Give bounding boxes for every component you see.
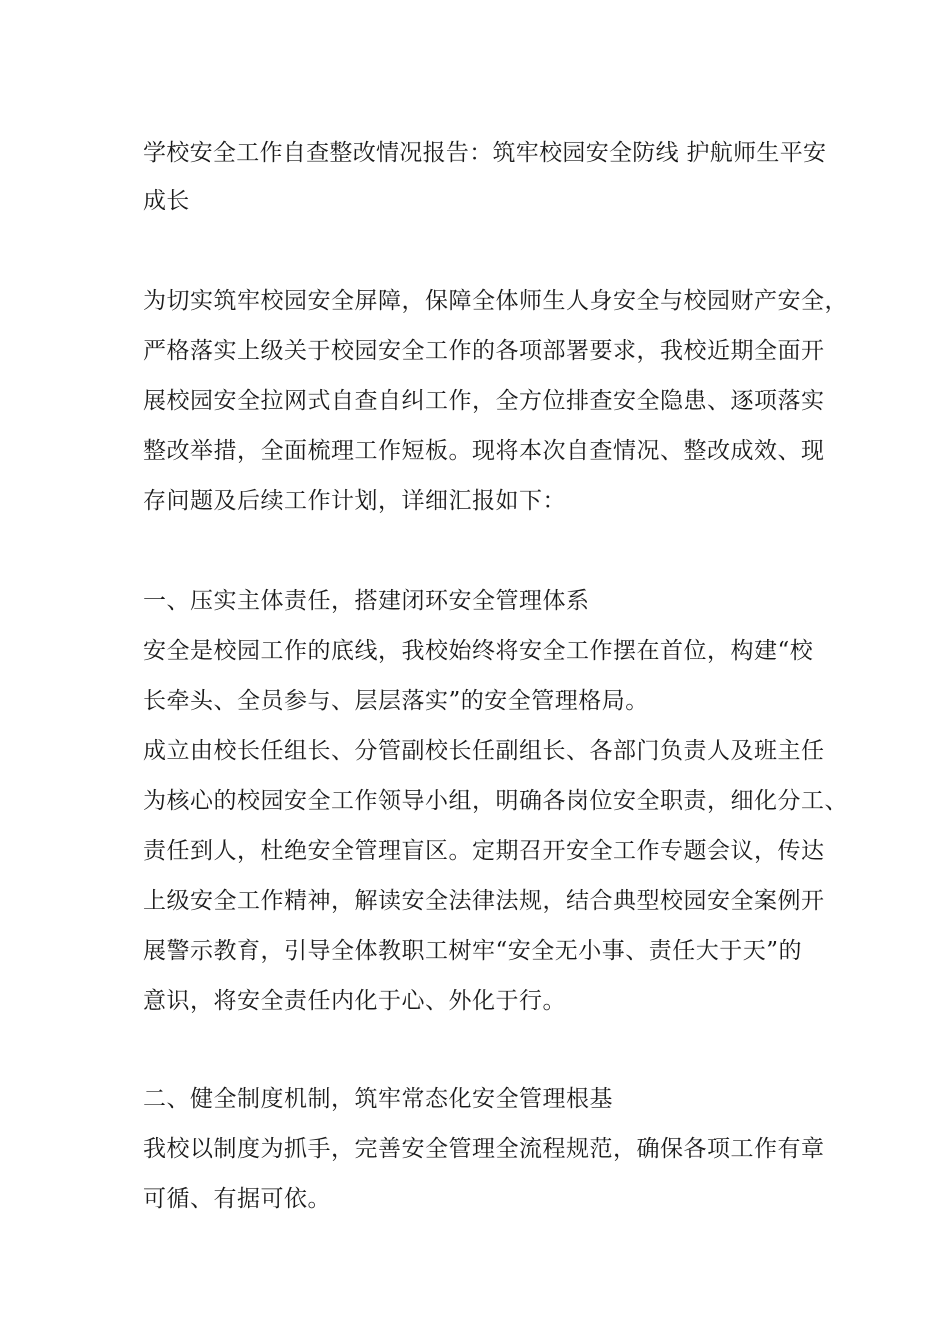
section1-para2-line-6: 意识，将安全责任内化于心、外化于行。 [143, 988, 566, 1014]
intro-line-3: 展校园安全拉网式自查自纠工作，全方位排查安全隐患、逐项落实 [143, 388, 825, 414]
section2-para1-line-2: 可循、有据可依。 [143, 1186, 331, 1212]
section1-para2-line-5: 展警示教育，引导全体教职工树牢“安全无小事、责任大于天”的 [143, 938, 803, 964]
section1-para2-line-3: 责任到人，杜绝安全管理盲区。定期召开安全工作专题会议，传达 [143, 838, 825, 864]
section2-heading: 二、健全制度机制，筑牢常态化安全管理根基 [143, 1086, 613, 1112]
intro-line-2: 严格落实上级关于校园安全工作的各项部署要求，我校近期全面开 [143, 338, 825, 364]
section1-para2-line-1: 成立由校长任组长、分管副校长任副组长、各部门负责人及班主任 [143, 738, 825, 764]
intro-line-1: 为切实筑牢校园安全屏障，保障全体师生人身安全与校园财产安全， [143, 288, 848, 314]
section1-para1-line-1: 安全是校园工作的底线，我校始终将安全工作摆在首位，构建“校 [143, 638, 814, 664]
section1-heading: 一、压实主体责任，搭建闭环安全管理体系 [143, 588, 590, 614]
document-title-line-1: 学校安全工作自查整改情况报告：筑牢校园安全防线 护航师生平安 [143, 140, 827, 166]
intro-line-4: 整改举措，全面梳理工作短板。现将本次自查情况、整改成效、现 [143, 438, 825, 464]
section1-para2-line-2: 为核心的校园安全工作领导小组，明确各岗位安全职责，细化分工、 [143, 788, 848, 814]
section1-para1-line-2: 长牵头、全员参与、层层落实”的安全管理格局。 [143, 688, 649, 714]
document-title-line-2: 成长 [143, 188, 190, 214]
section1-para2-line-4: 上级安全工作精神，解读安全法律法规，结合典型校园安全案例开 [143, 888, 825, 914]
section2-para1-line-1: 我校以制度为抓手，完善安全管理全流程规范，确保各项工作有章 [143, 1136, 825, 1162]
intro-line-5: 存问题及后续工作计划，详细汇报如下： [143, 488, 566, 514]
